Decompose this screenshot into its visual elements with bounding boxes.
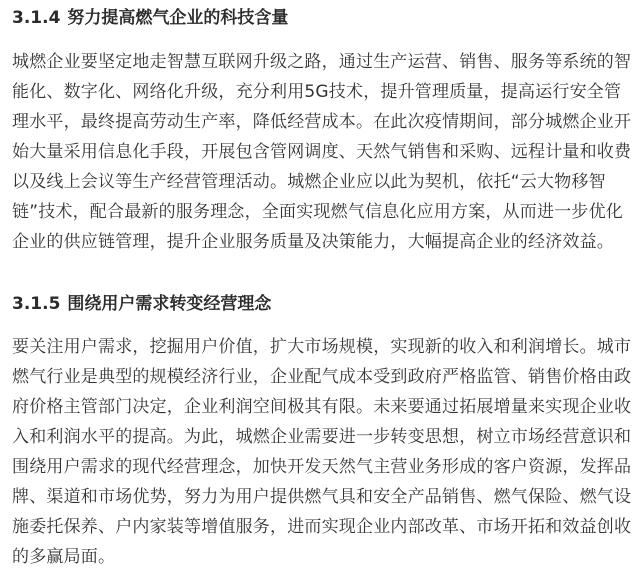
paragraph-line: 围绕用户需求的现代经营理念，加快开发天然气主营业务形成的客户资源，发挥品: [12, 457, 632, 477]
section-paragraph-3-1-5: [12, 332, 636, 572]
paragraph-line: 入和利润水平的提高。为此，城燃企业需要进一步转变思想，树立市场经营意识和: [12, 427, 632, 447]
paragraph-line: 链”技术，配合最新的服务理念，全面实现燃气信息化应用方案，从而进一步优化: [12, 202, 624, 222]
section-heading-3-1-5: [12, 292, 271, 316]
paragraph-line: 府价格主管部门决定，企业利润空间极其有限。未来要通过拓展增量来实现企业收: [12, 397, 632, 417]
paragraph-line: 的多赢局面。: [12, 547, 116, 567]
section-paragraph-3-1-4: [12, 47, 636, 257]
section-heading-3-1-4: [12, 6, 288, 30]
paragraph-line: 要关注用户需求，挖掘用户价值，扩大市场规模，实现新的收入和利润增长。城市: [12, 337, 632, 357]
paragraph-line: 理水平，最终提高劳动生产率，降低经营成本。在此次疫情期间，部分城燃企业开: [12, 112, 632, 132]
paragraph-line: 始大量采用信息化手段，开展包含管网调度、天然气销售和采购、远程计量和收费: [12, 142, 632, 162]
section-title: 努力提高燃气企业的科技含量: [67, 8, 289, 28]
section-number: 3.1.4: [12, 8, 61, 28]
paragraph-line: 企业的供应链管理，提升企业服务质量及决策能力，大幅提高企业的经济效益。: [12, 232, 614, 252]
paragraph-line: 燃气行业是典型的规模经济行业，企业配气成本受到政府严格监管、销售价格由政: [12, 367, 632, 387]
paragraph-line: 能化、数字化、网络化升级，充分利用5G技术，提升管理质量，提高运行安全管: [12, 82, 622, 102]
section-title: 围绕用户需求转变经营理念: [67, 294, 272, 314]
paragraph-line: 牌、渠道和市场优势，努力为用户提供燃气具和安全产品销售、燃气保险、燃气设: [12, 487, 632, 507]
section-number: 3.1.5: [12, 294, 61, 314]
paragraph-line: 以及线上会议等生产经营管理活动。城燃企业应以此为契机，依托“云大物移智: [12, 172, 606, 192]
paragraph-line: 施委托保养、户内家装等增值服务，进而实现企业内部改革、市场开拓和效益创收: [12, 517, 632, 537]
paragraph-line: 城燃企业要坚定地走智慧互联网升级之路，通过生产运营、销售、服务等系统的智: [12, 52, 632, 72]
